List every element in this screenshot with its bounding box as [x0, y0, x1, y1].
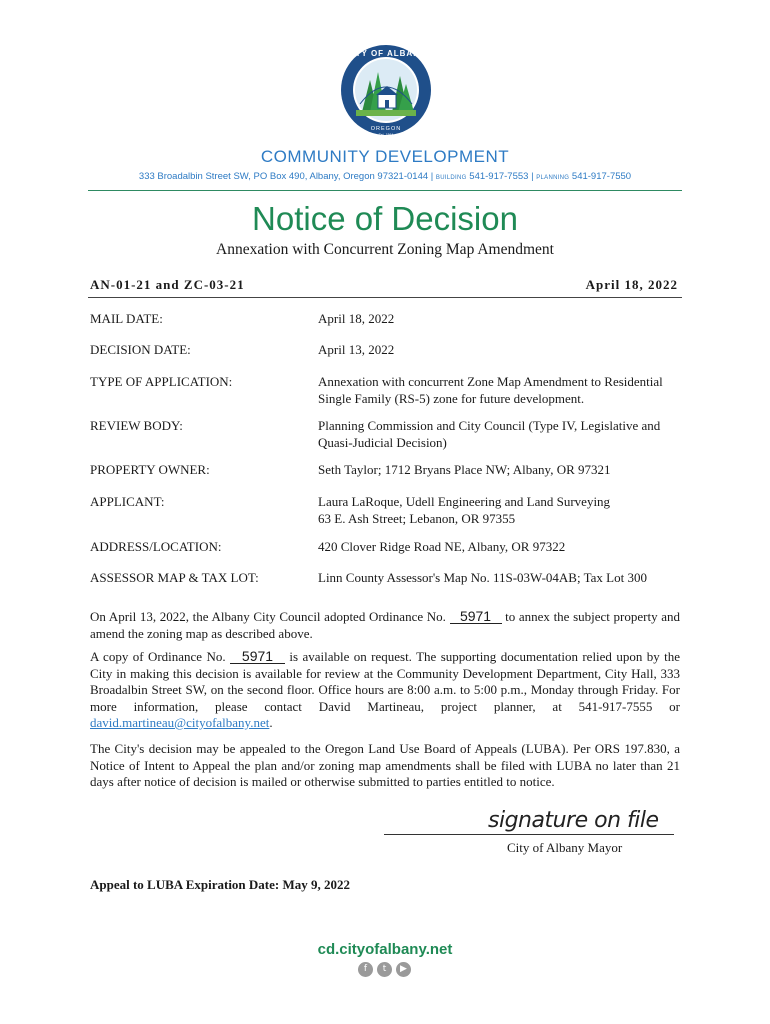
field-label-mail-date: MAIL DATE: — [90, 311, 163, 326]
field-value-line: April 18, 2022 — [318, 311, 395, 326]
youtube-icon[interactable]: ▶ — [396, 962, 411, 977]
facebook-icon[interactable]: f — [358, 962, 373, 977]
building-phone: 541-917-7553 | — [466, 171, 537, 182]
signature-line — [384, 834, 674, 835]
signature: signature on file — [488, 808, 659, 833]
field-value-line: 420 Clover Ridge Road NE, Albany, OR 97322 — [318, 539, 566, 554]
social-icons — [358, 962, 414, 978]
field-label-property-owner: PROPERTY OWNER: — [90, 462, 210, 477]
field-value-applicant — [318, 494, 682, 527]
footer-website-link[interactable]: cd.cityofalbany.net — [317, 941, 453, 958]
field-label-assessor-map: ASSESSOR MAP & TAX LOT: — [90, 570, 259, 585]
document-title: Notice of Decision — [252, 200, 518, 237]
field-value-property-owner — [318, 462, 682, 479]
planning-phone: 541-917-7550 — [569, 171, 632, 182]
department-address — [0, 171, 770, 182]
ordinance-number: 5971 — [230, 649, 285, 664]
header-divider — [88, 190, 682, 191]
field-value-line: Quasi-Judicial Decision) — [318, 434, 447, 450]
address-main: 333 Broadalbin Street SW, PO Box 490, Albany, Oregon 97321-0144 | — [138, 171, 436, 182]
field-value-address — [318, 539, 682, 556]
department-name: COMMUNITY DEVELOPMENT — [260, 147, 510, 166]
field-value-line: Single Family (RS-5) zone for future development. — [318, 390, 585, 406]
field-value-line: Laura LaRoque, Udell Engineering and Land Surveying — [318, 494, 611, 509]
field-value-line: Planning Commission and City Council (Type IV, Legislative and — [318, 418, 661, 433]
para1-text-after: to annex the subject property and amend the zoning map as described above. — [90, 609, 680, 641]
case-divider — [88, 297, 682, 298]
field-label-applicant: APPLICANT: — [90, 494, 165, 509]
ordinance-copy-paragraph — [90, 649, 680, 732]
para1-text: On April 13, 2022, the Albany City Council adopted Ordinance No. — [90, 609, 450, 624]
planner-email-link[interactable]: david.martineau@cityofalbany.net — [90, 715, 270, 730]
logo-text-bottom: OREGON — [370, 126, 402, 132]
field-value-line: 63 E. Ash Street; Lebanon, OR 97355 — [318, 510, 516, 526]
field-value-line: Linn County Assessor's Map No. 11S-03W-04AB; Tax Lot 300 — [318, 570, 647, 585]
field-value-decision-date — [318, 342, 682, 359]
field-label-decision-date: DECISION DATE: — [90, 342, 191, 357]
logo-text-top: CITY OF ALBANY — [345, 49, 427, 58]
signer-title: City of Albany Mayor — [507, 840, 623, 855]
appeal-paragraph: The City's decision may be appealed to the Oregon Land Use Board of Appeals (LUBA). Per ORS 197.830, a Notice of Intent to Appeal the plan and/or zoning map amendments shall be filed with LUBA no later than 21 days after notice of decision is mailed or otherwise submitted to parties entitled to notice. — [90, 741, 680, 789]
city-of-albany-logo — [340, 42, 432, 142]
field-value-review-body — [318, 418, 682, 451]
field-value-line: Annexation with concurrent Zone Map Amendment to Residential — [318, 374, 663, 389]
para2-text: A copy of Ordinance No. — [90, 649, 230, 664]
para2-text-after: is available on request. The supporting documentation relied upon by the City in making this decision is available for review at the Community Development Department, City Hall, 333 Broadalbin Street SW, on the second floor. Office hours are 8:00 a.m. to 5:00 p.m., Monday through Friday. For more information, please contact David Martineau, project planner, at 541-917-7555 or — [90, 649, 680, 714]
logo-est: Est. 1864 — [378, 133, 394, 137]
field-label-review-body: REVIEW BODY: — [90, 418, 183, 433]
building-label: BUILDING — [435, 175, 467, 181]
field-label-address: ADDRESS/LOCATION: — [90, 539, 222, 554]
case-date: April 18, 2022 — [585, 277, 678, 292]
field-value-mail-date — [318, 311, 682, 328]
field-value-line: Seth Taylor; 1712 Bryans Place NW; Albany, OR 97321 — [318, 462, 611, 477]
ordinance-adoption-paragraph — [90, 609, 680, 642]
field-value-line: April 13, 2022 — [318, 342, 395, 357]
para2-end: . — [269, 715, 273, 730]
planning-label: PLANNING — [536, 175, 570, 181]
twitter-icon[interactable]: t — [377, 962, 392, 977]
field-value-application-type — [318, 374, 682, 407]
document-subtitle: Annexation with Concurrent Zoning Map Amendment — [216, 241, 554, 258]
appeal-expiration-date: Appeal to LUBA Expiration Date: May 9, 2022 — [90, 877, 350, 892]
field-value-assessor-map — [318, 570, 682, 587]
field-label-application-type: TYPE OF APPLICATION: — [90, 374, 233, 389]
ordinance-number: 5971 — [450, 609, 502, 624]
case-number: AN-01-21 and ZC-03-21 — [90, 277, 245, 292]
